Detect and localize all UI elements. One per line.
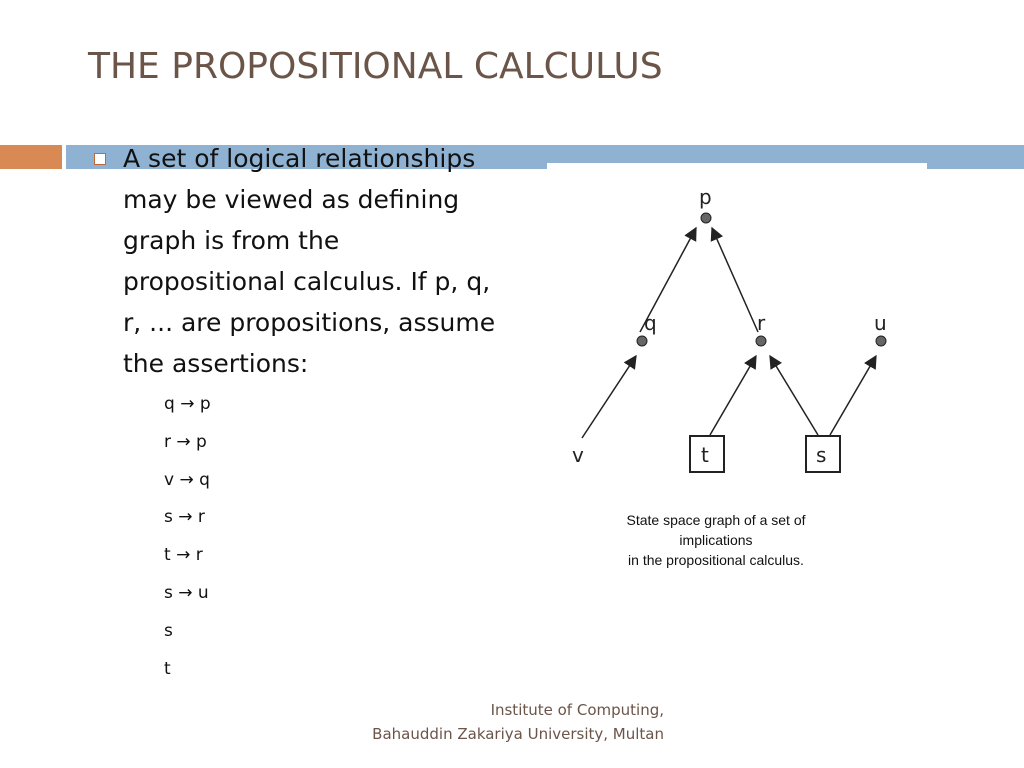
footer-institute: Institute of Computing, [490,701,664,719]
figure-caption [590,510,842,570]
node-label-q: q [644,311,657,335]
node-dot-r [756,336,766,346]
caption-line: in the propositional calculus. [628,552,804,568]
footer-university: Bahauddin Zakariya University, Multan [372,725,664,743]
node-label-s: s [816,443,827,467]
bullet-line: A set of logical relationships [123,144,476,173]
bullet-line: the assertions: [123,349,309,378]
bullet-line: r, ... are propositions, assume [123,308,496,337]
node-dot-u [876,336,886,346]
node-label-t: t [701,443,709,467]
bullet-paragraph [123,138,523,384]
assertion-item: v → q [164,469,210,490]
bullet-line: propositional calculus. If p, q, [123,267,491,296]
assertion-item: t [164,658,171,679]
caption-line: State space graph of a set of implications [626,512,806,548]
bullet-line: graph is from the [123,226,340,255]
node-dot-q [637,336,647,346]
node-label-v: v [572,443,584,467]
footer [372,698,664,746]
edge-s-r [770,356,818,435]
state-space-graph [560,170,900,480]
assertion-item: q → p [164,394,211,414]
node-label-r: r [757,311,766,335]
node-label-u: u [874,311,887,335]
assertion-item: s [164,620,173,641]
assertion-item: s → u [164,582,209,603]
assertion-item: r → p [164,431,207,452]
assertion-list [164,390,211,692]
slide-title: THE PROPOSITIONAL CALCULUS [88,46,663,87]
edge-s-u [830,356,876,435]
edge-v-q [582,356,636,438]
node-label-p: p [699,185,712,209]
edge-t-r [710,356,756,435]
accent-bar-orange [0,145,62,169]
assertion-item: t → r [164,545,203,566]
assertion-item: s → r [164,507,205,528]
edge-r-p [712,228,758,332]
bullet-line: may be viewed as defining [123,185,460,214]
bullet-square-icon [94,153,106,165]
node-dot-p [701,213,711,223]
